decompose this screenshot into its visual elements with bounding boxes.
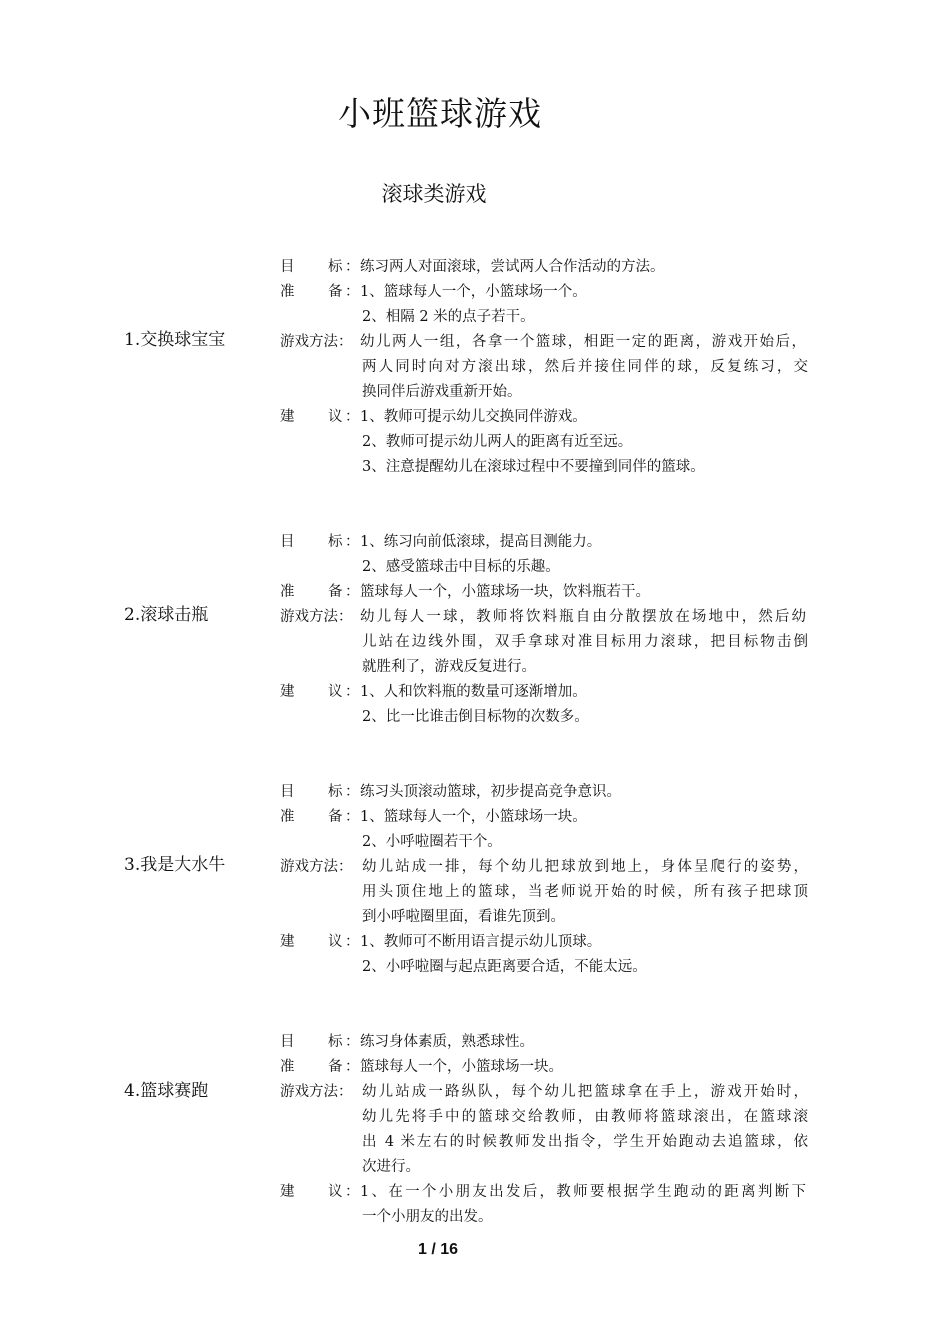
- game-4-goal-row: 目 标 ： 练习身体素质，熟悉球性。: [0, 1030, 950, 1055]
- game-3-prep-row-2: [0, 830, 950, 855]
- game-4-prep-1: 篮球每人一个，小篮球场一块。: [360, 1059, 563, 1075]
- game-4-method-row-3: [0, 1130, 950, 1155]
- game-4-goal-1: 练习身体素质，熟悉球性。: [360, 1034, 534, 1050]
- method-label: 游戏方法：: [280, 334, 353, 350]
- game-2-goal-2: 2、感受篮球击中目标的乐趣。: [362, 559, 560, 575]
- game-2-goal-row: 目 标 ： 1、练习向前低滚球，提高目测能力。: [0, 530, 950, 555]
- method-label: 游戏方法：: [280, 609, 353, 625]
- game-1-advice-row: 建 议 ： 1、教师可提示幼儿交换同伴游戏。: [0, 405, 950, 430]
- page-number: 1 / 16: [417, 1241, 459, 1258]
- game-4-method-row-4: [0, 1155, 950, 1180]
- game-1-advice-row-2: [0, 430, 950, 455]
- game-4-advice-row: 建 议 ： 1、在一个小朋友出发后，教师要根据学生跑动的距离判断下: [0, 1180, 950, 1205]
- game-2-method-row: [0, 605, 950, 630]
- game-1-prep-2: 2、相隔 2 米的点子若干。: [362, 309, 535, 325]
- game-1-method-1: 幼儿两人一组，各拿一个篮球，相距一定的距离，游戏开始后，: [360, 334, 806, 350]
- game-1-advice-row-3: [0, 455, 950, 480]
- game-2-advice-row: 建 议 ： 1、人和饮料瓶的数量可逐渐增加。: [0, 680, 950, 705]
- game-4-advice-1: 1、在一个小朋友出发后，教师要根据学生跑动的距离判断下: [360, 1184, 806, 1200]
- game-2-prep-row: 准 备 ： 篮球每人一个，小篮球场一块，饮料瓶若干。: [0, 580, 950, 605]
- game-2-advice-row-2: [0, 705, 950, 730]
- game-3-name: 3.我是大水牛: [124, 855, 226, 875]
- game-3-advice-row: 建 议 ： 1、教师可不断用语言提示幼儿顶球。: [0, 930, 950, 955]
- game-3-goal-1: 练习头顶滚动篮球，初步提高竞争意识。: [360, 784, 621, 800]
- game-2-goal-row-2: [0, 555, 950, 580]
- game-1-goal-row: 目 标 ： 练习两人对面滚球，尝试两人合作活动的方法。: [0, 255, 950, 280]
- game-4-method-4: 次进行。: [362, 1159, 420, 1175]
- game-1-method-row-2: [0, 355, 950, 380]
- game-2-goal-1: 1、练习向前低滚球，提高目测能力。: [360, 534, 602, 550]
- game-4-advice-2: 一个小朋友的出发。: [362, 1209, 493, 1225]
- game-1-method-row: [0, 330, 950, 355]
- game-1-method-3: 换同伴后游戏重新开始。: [362, 384, 522, 400]
- game-2-method-row-2: [0, 630, 950, 655]
- game-1-advice-3: 3、注意提醒幼儿在滚球过程中不要撞到同伴的篮球。: [362, 459, 705, 475]
- game-3-prep-2: 2、小呼啦圈若干个。: [362, 834, 502, 850]
- game-3-method-3: 到小呼啦圈里面，看谁先顶到。: [362, 909, 565, 925]
- game-4-prep-row: 准 备 ： 篮球每人一个，小篮球场一块。: [0, 1055, 950, 1080]
- game-2-name: 2.滚球击瓶: [124, 605, 209, 625]
- method-label: 游戏方法：: [280, 1084, 353, 1100]
- game-3-advice-2: 2、小呼啦圈与起点距离要合适，不能太远。: [362, 959, 647, 975]
- game-1-method-row-3: [0, 380, 950, 405]
- game-2-prep-1: 篮球每人一个，小篮球场一块，饮料瓶若干。: [360, 584, 650, 600]
- game-1-advice-1: 1、教师可提示幼儿交换同伴游戏。: [360, 409, 587, 425]
- game-2-method-3: 就胜利了，游戏反复进行。: [362, 659, 536, 675]
- game-3-goal-row: 目 标 ： 练习头顶滚动篮球，初步提高竞争意识。: [0, 780, 950, 805]
- game-1-name: 1.交换球宝宝: [124, 330, 226, 350]
- game-3-method-2: 用头顶住地上的篮球，当老师说开始的时候，所有孩子把球顶: [362, 884, 808, 900]
- game-3-method-1: 幼儿站成一排，每个幼儿把球放到地上，身体呈爬行的姿势，: [362, 859, 808, 875]
- game-2-method-row-3: [0, 655, 950, 680]
- method-label: 游戏方法：: [280, 859, 353, 875]
- section-subtitle: 滚球类游戏: [381, 182, 487, 206]
- game-4-method-2: 幼儿先将手中的篮球交给教师，由教师将篮球滚出，在篮球滚: [362, 1109, 808, 1125]
- game-3-prep-row: 准 备 ： 1、篮球每人一个，小篮球场一块。: [0, 805, 950, 830]
- game-4-method-3: 出 4 米左右的时候教师发出指令，学生开始跑动去追篮球，依: [362, 1134, 808, 1150]
- page-title: 小班篮球游戏: [338, 94, 542, 133]
- game-3-method-row-2: [0, 880, 950, 905]
- game-3-method-row: [0, 855, 950, 880]
- game-3-method-row-3: [0, 905, 950, 930]
- game-2-advice-1: 1、人和饮料瓶的数量可逐渐增加。: [360, 684, 587, 700]
- game-1-method-2: 两人同时向对方滚出球，然后并接住同伴的球，反复练习，交: [362, 359, 808, 375]
- game-3-advice-row-2: [0, 955, 950, 980]
- game-1-prep-row-2: [0, 305, 950, 330]
- game-1-goal-1: 练习两人对面滚球，尝试两人合作活动的方法。: [360, 259, 665, 275]
- game-3-advice-1: 1、教师可不断用语言提示幼儿顶球。: [360, 934, 602, 950]
- game-2-advice-2: 2、比一比谁击倒目标物的次数多。: [362, 709, 589, 725]
- game-2-method-1: 幼儿每人一球，教师将饮料瓶自由分散摆放在场地中，然后幼: [360, 609, 806, 625]
- game-4-advice-row-2: [0, 1205, 950, 1230]
- game-3-prep-1: 1、篮球每人一个，小篮球场一块。: [360, 809, 587, 825]
- game-2-method-2: 儿站在边线外围，双手拿球对准目标用力滚球，把目标物击倒: [362, 634, 808, 650]
- game-1-prep-1: 1、篮球每人一个，小篮球场一个。: [360, 284, 587, 300]
- game-1-advice-2: 2、教师可提示幼儿两人的距离有近至远。: [362, 434, 633, 450]
- game-4-name: 4.篮球赛跑: [124, 1081, 209, 1101]
- game-4-method-1: 幼儿站成一路纵队，每个幼儿把篮球拿在手上，游戏开始时，: [362, 1084, 808, 1100]
- game-4-method-row: [0, 1080, 950, 1105]
- game-1-prep-row: 准 备 ： 1、篮球每人一个，小篮球场一个。: [0, 280, 950, 305]
- game-4-method-row-2: [0, 1105, 950, 1130]
